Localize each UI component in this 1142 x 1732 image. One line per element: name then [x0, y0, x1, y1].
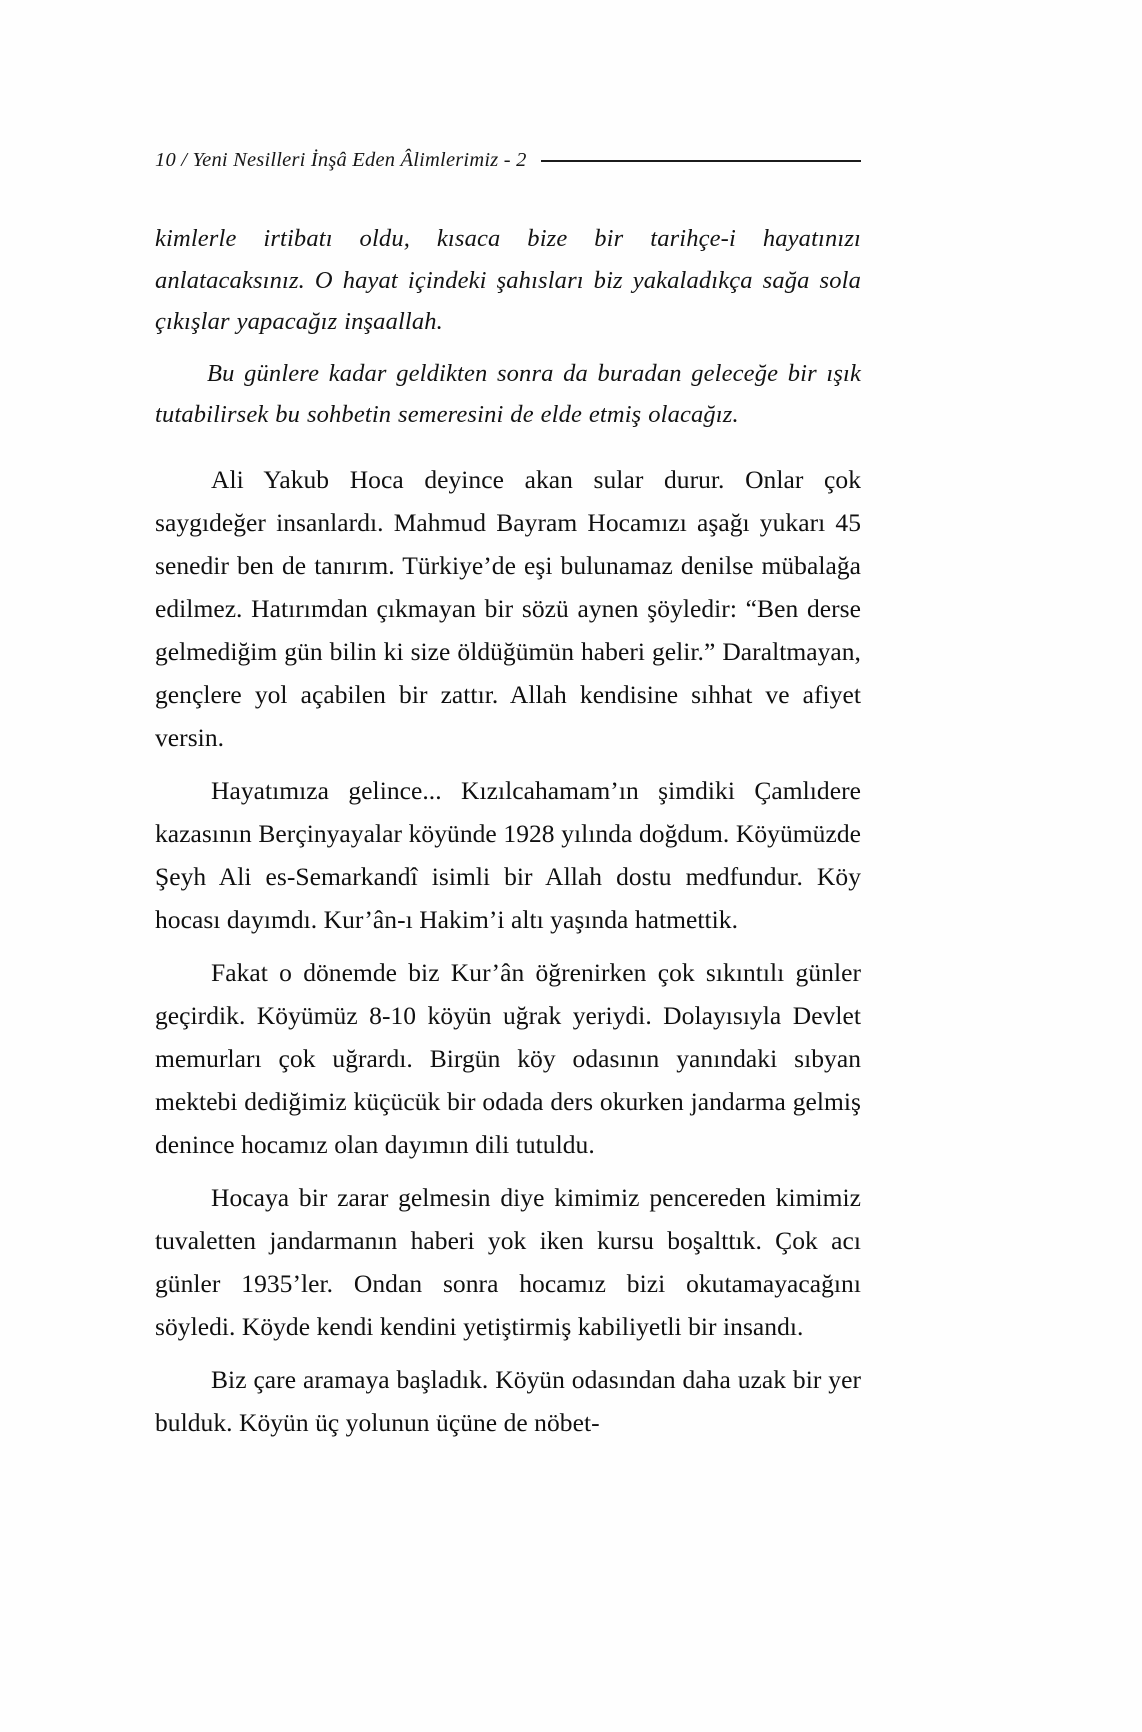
paragraph-spacer	[155, 1166, 861, 1176]
paragraph-5: Fakat o dönemde biz Kur’ân öğrenirken çok sıkıntılı günler geçirdik. Köyümüz 8-10 köyün uğrak yeriydi. Dolayısıyla Devlet memurları çok uğrardı. Birgün köy odasının yanındaki sıbyan mektebi dediğimiz küçücük bir odada ders okurken jandarma gelmiş denince hocamız olan dayımın dili tutuldu.	[155, 957, 861, 1159]
italic-paragraph-group	[155, 218, 861, 436]
running-header	[155, 140, 861, 180]
paragraph-spacer	[155, 759, 861, 769]
paragraph-1: kimlerle irtibatı oldu, kısaca bize bir tarihçe-i hayatınızı anlatacaksınız. O hayat içindeki şahısları biz yakaladıkça sağa sola çıkışlar yapacağız inşaallah.	[155, 225, 861, 335]
paragraph-2: Bu günlere kadar geldikten sonra da buradan geleceğe bir ışık tutabilirsek bu sohbetin semeresini de elde etmiş olacağız.	[155, 359, 861, 428]
header-rule	[541, 160, 861, 162]
paragraph-4: Hayatımıza gelince... Kızılcahamam’ın şimdiki Çamlıdere kazasının Berçinyayalar köyünde 1928 yılında doğdum. Köyümüzde Şeyh Ali es-Semarkandî isimli bir Allah dostu medfundur. Köy hocası dayımdı. Kur’ân-ı Hakim’i altı yaşında hatmettik.	[155, 775, 861, 934]
running-header-text: 10 / Yeni Nesilleri İnşâ Eden Âlimlerimiz - 2	[155, 148, 527, 171]
paragraph-spacer	[155, 941, 861, 951]
paragraph-6: Hocaya bir zarar gelmesin diye kimimiz pencereden kimimiz tuvaletten jandarmanın haberi yok iken kursu boşalttık. Çok acı günler 1935’ler. Ondan sonra hocamız bizi okutamayacağını söyledi. Köyde kendi kendini yetiştirmiş kabiliyetli bir insandı.	[155, 1182, 861, 1341]
paragraph-spacer	[155, 343, 861, 353]
page-content	[155, 140, 861, 1444]
paragraph-7: Biz çare aramaya başladık. Köyün odasından daha uzak bir yer bulduk. Köyün üç yolunun üçüne de nöbet-	[155, 1364, 861, 1437]
block-spacer	[155, 444, 861, 458]
roman-paragraph-group	[155, 458, 861, 1444]
paragraph-spacer	[155, 1348, 861, 1358]
paragraph-3: Ali Yakub Hoca deyince akan sular durur. Onlar çok saygıdeğer insanlardı. Mahmud Bayram Hocamızı aşağı yukarı 45 senedir ben de tanırım. Türkiye’de eşi bulunamaz denilse mübalağa edilmez. Hatırımdan çıkmayan bir sözü aynen şöyledir: “Ben derse gelmediğim gün bilin ki size öldüğümün haberi gelir.” Daraltmayan, gençlere yol açabilen bir zattır. Allah kendisine sıhhat ve afiyet versin.	[155, 464, 861, 752]
